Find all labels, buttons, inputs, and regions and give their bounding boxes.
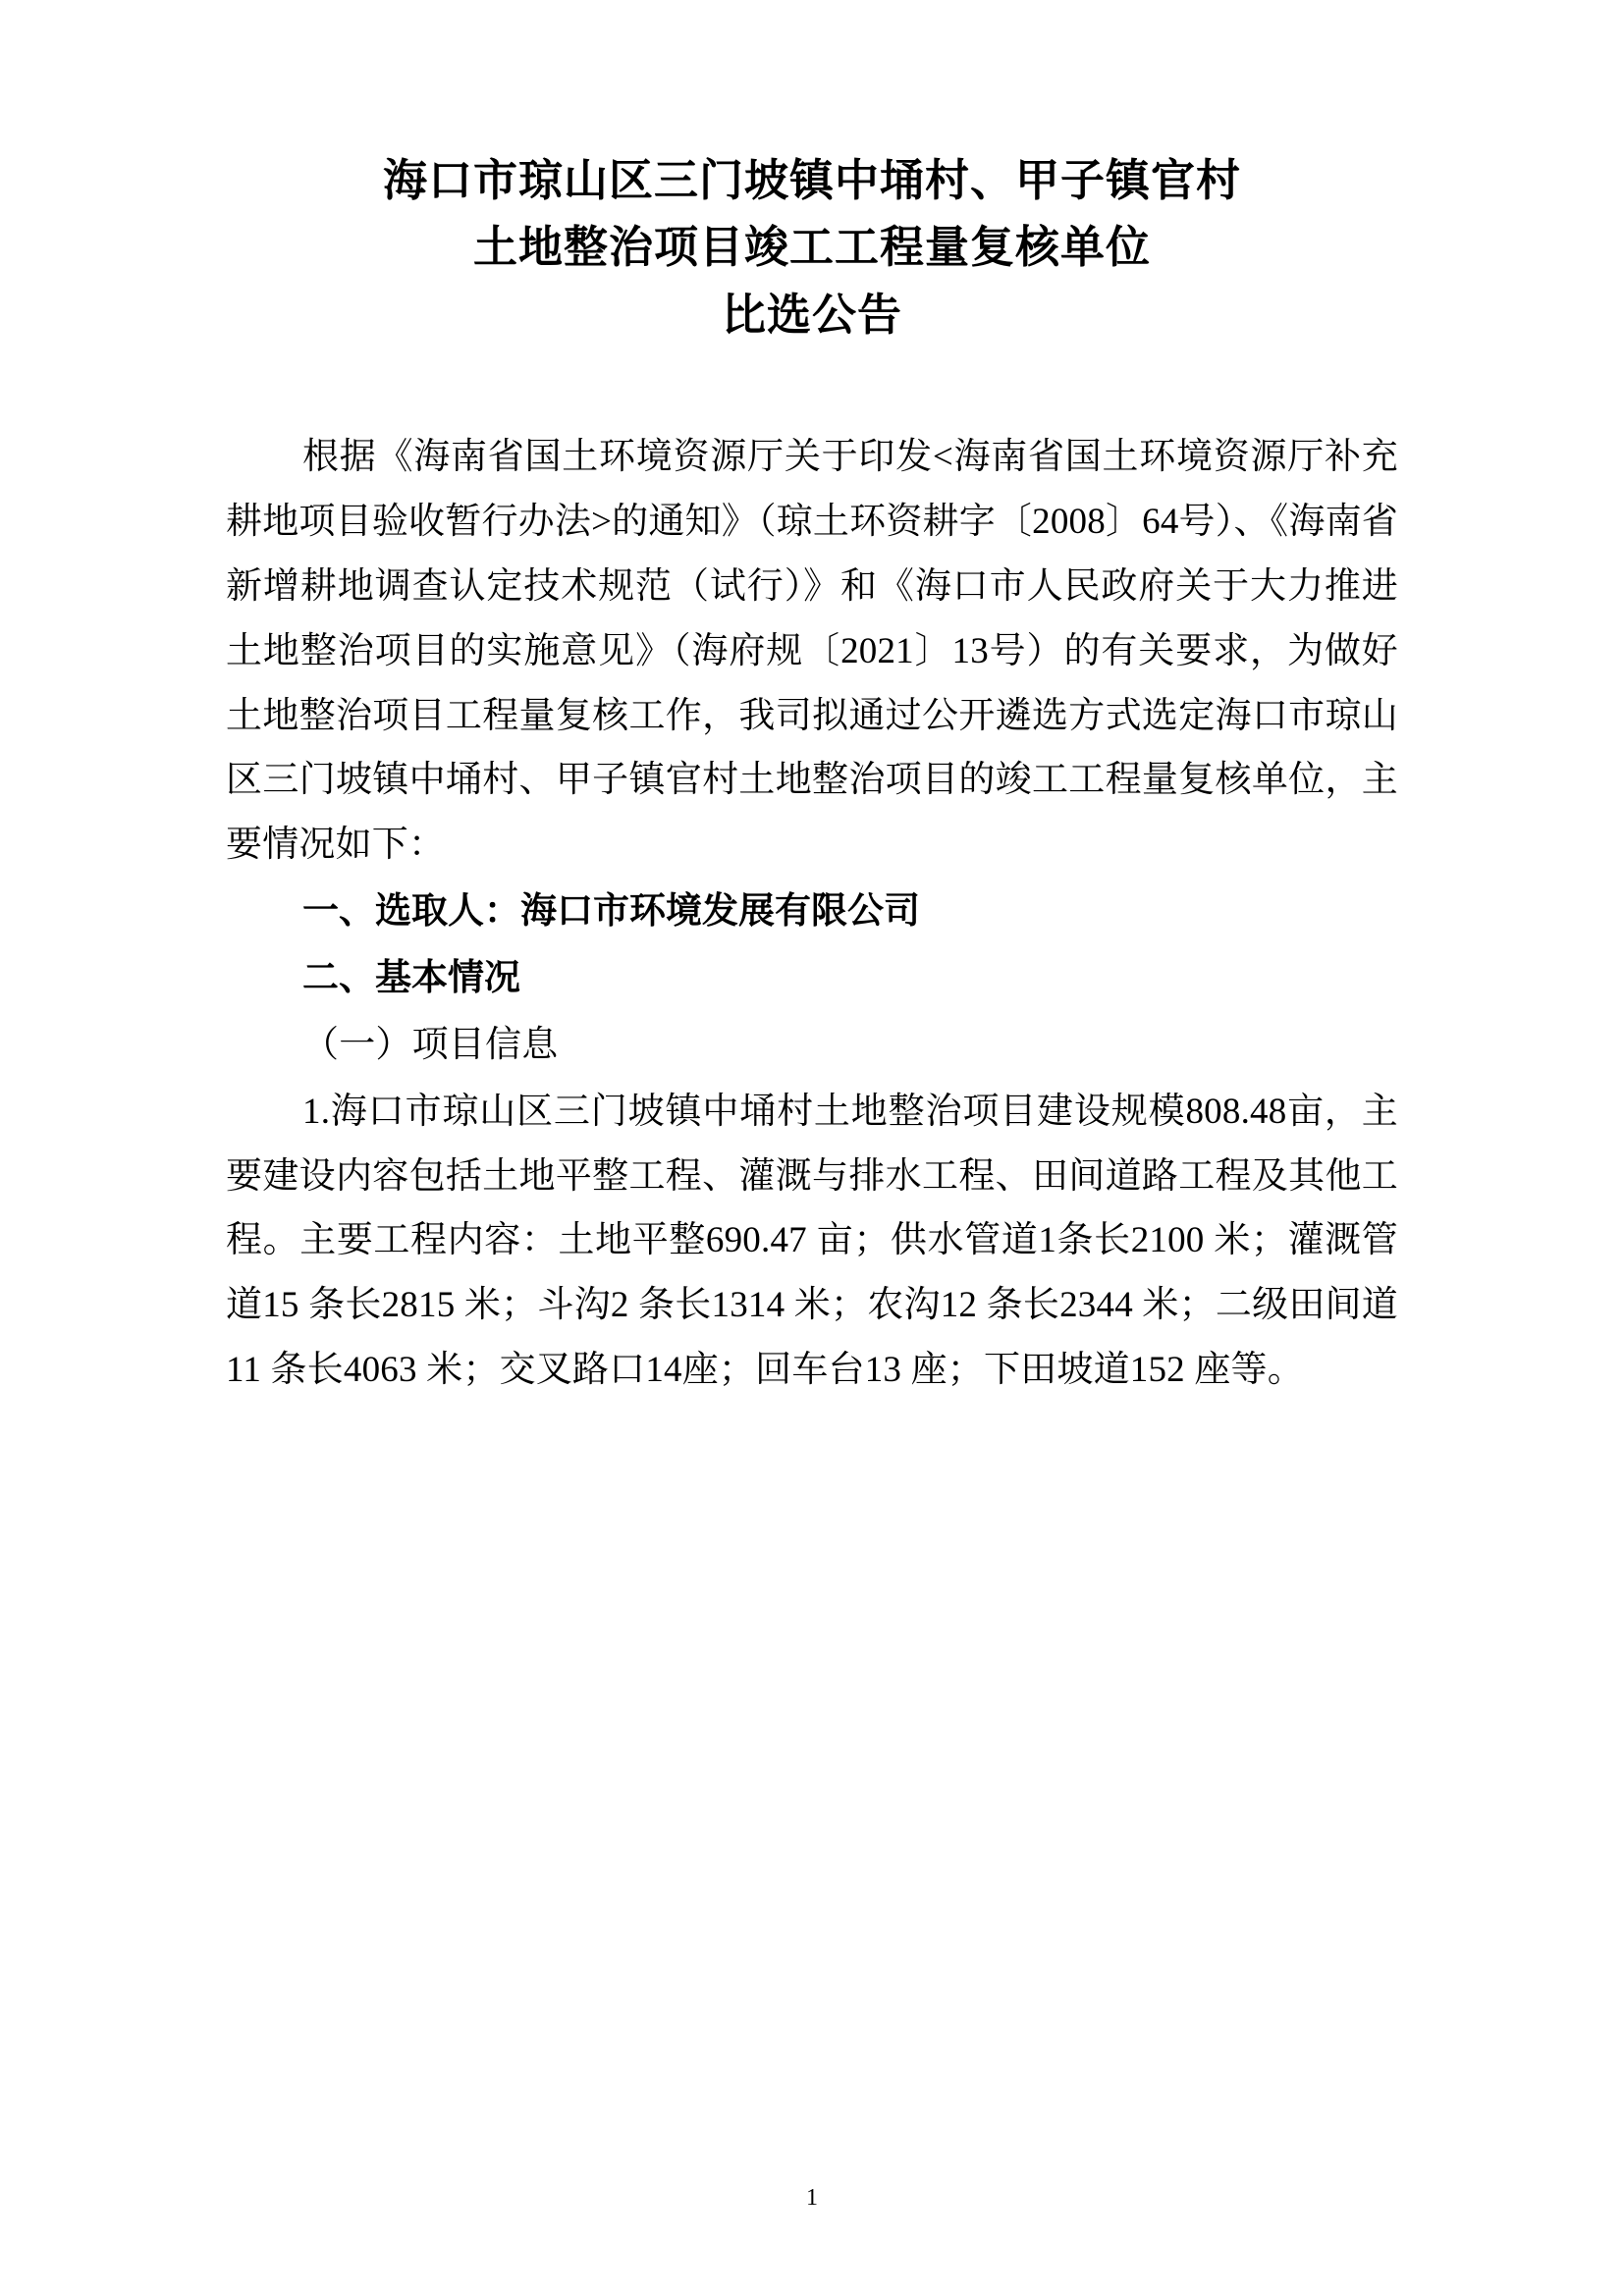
page-number: 1 xyxy=(806,2185,818,2211)
document-body xyxy=(226,425,1398,1403)
title-line-3: 比选公告 xyxy=(721,290,902,340)
page-title xyxy=(226,147,1398,348)
paragraph-project-item-1: 1.海口市琼山区三门坡镇中埇村土地整治项目建设规模808.48亩，主要建设内容包括土地平整工程、灌溉与排水工程、田间道路工程及其他工程。主要工程内容：土地平整690.47 亩；供水管道1条长2100 米；灌溉管道15 条长2815 米；斗沟2 条长1314 米；农沟12 条长2344 米；二级田间道11 条长4063 米；交叉路口14座；回车台13 座；下田坡道152 座等。 xyxy=(226,1091,1398,1391)
title-line-1: 海口市琼山区三门坡镇中埇村、甲子镇官村 xyxy=(382,156,1241,205)
paragraph-intro: 根据《海南省国土环境资源厅关于印发<海南省国土环境资源厅补充耕地项目验收暂行办法>的通知》（琼土环资耕字〔2008〕64号）、《海南省新增耕地调查认定技术规范（试行）》和《海口市人民政府关于大力推进土地整治项目的实施意见》（海府规〔2021〕13号）的有关要求，为做好土地整治项目工程量复核工作，我司拟通过公开遴选方式选定海口市琼山区三门坡镇中埇村、甲子镇官村土地整治项目的竣工工程量复核单位，主要情况如下： xyxy=(226,437,1398,866)
paragraph-basic-info-heading: 二、基本情况 xyxy=(302,958,520,999)
paragraph-project-info-heading: （一）项目信息 xyxy=(302,1024,559,1065)
title-line-2: 土地整治项目竣工工程量复核单位 xyxy=(472,223,1151,273)
paragraph-selector: 一、选取人：海口市环境发展有限公司 xyxy=(302,891,920,933)
